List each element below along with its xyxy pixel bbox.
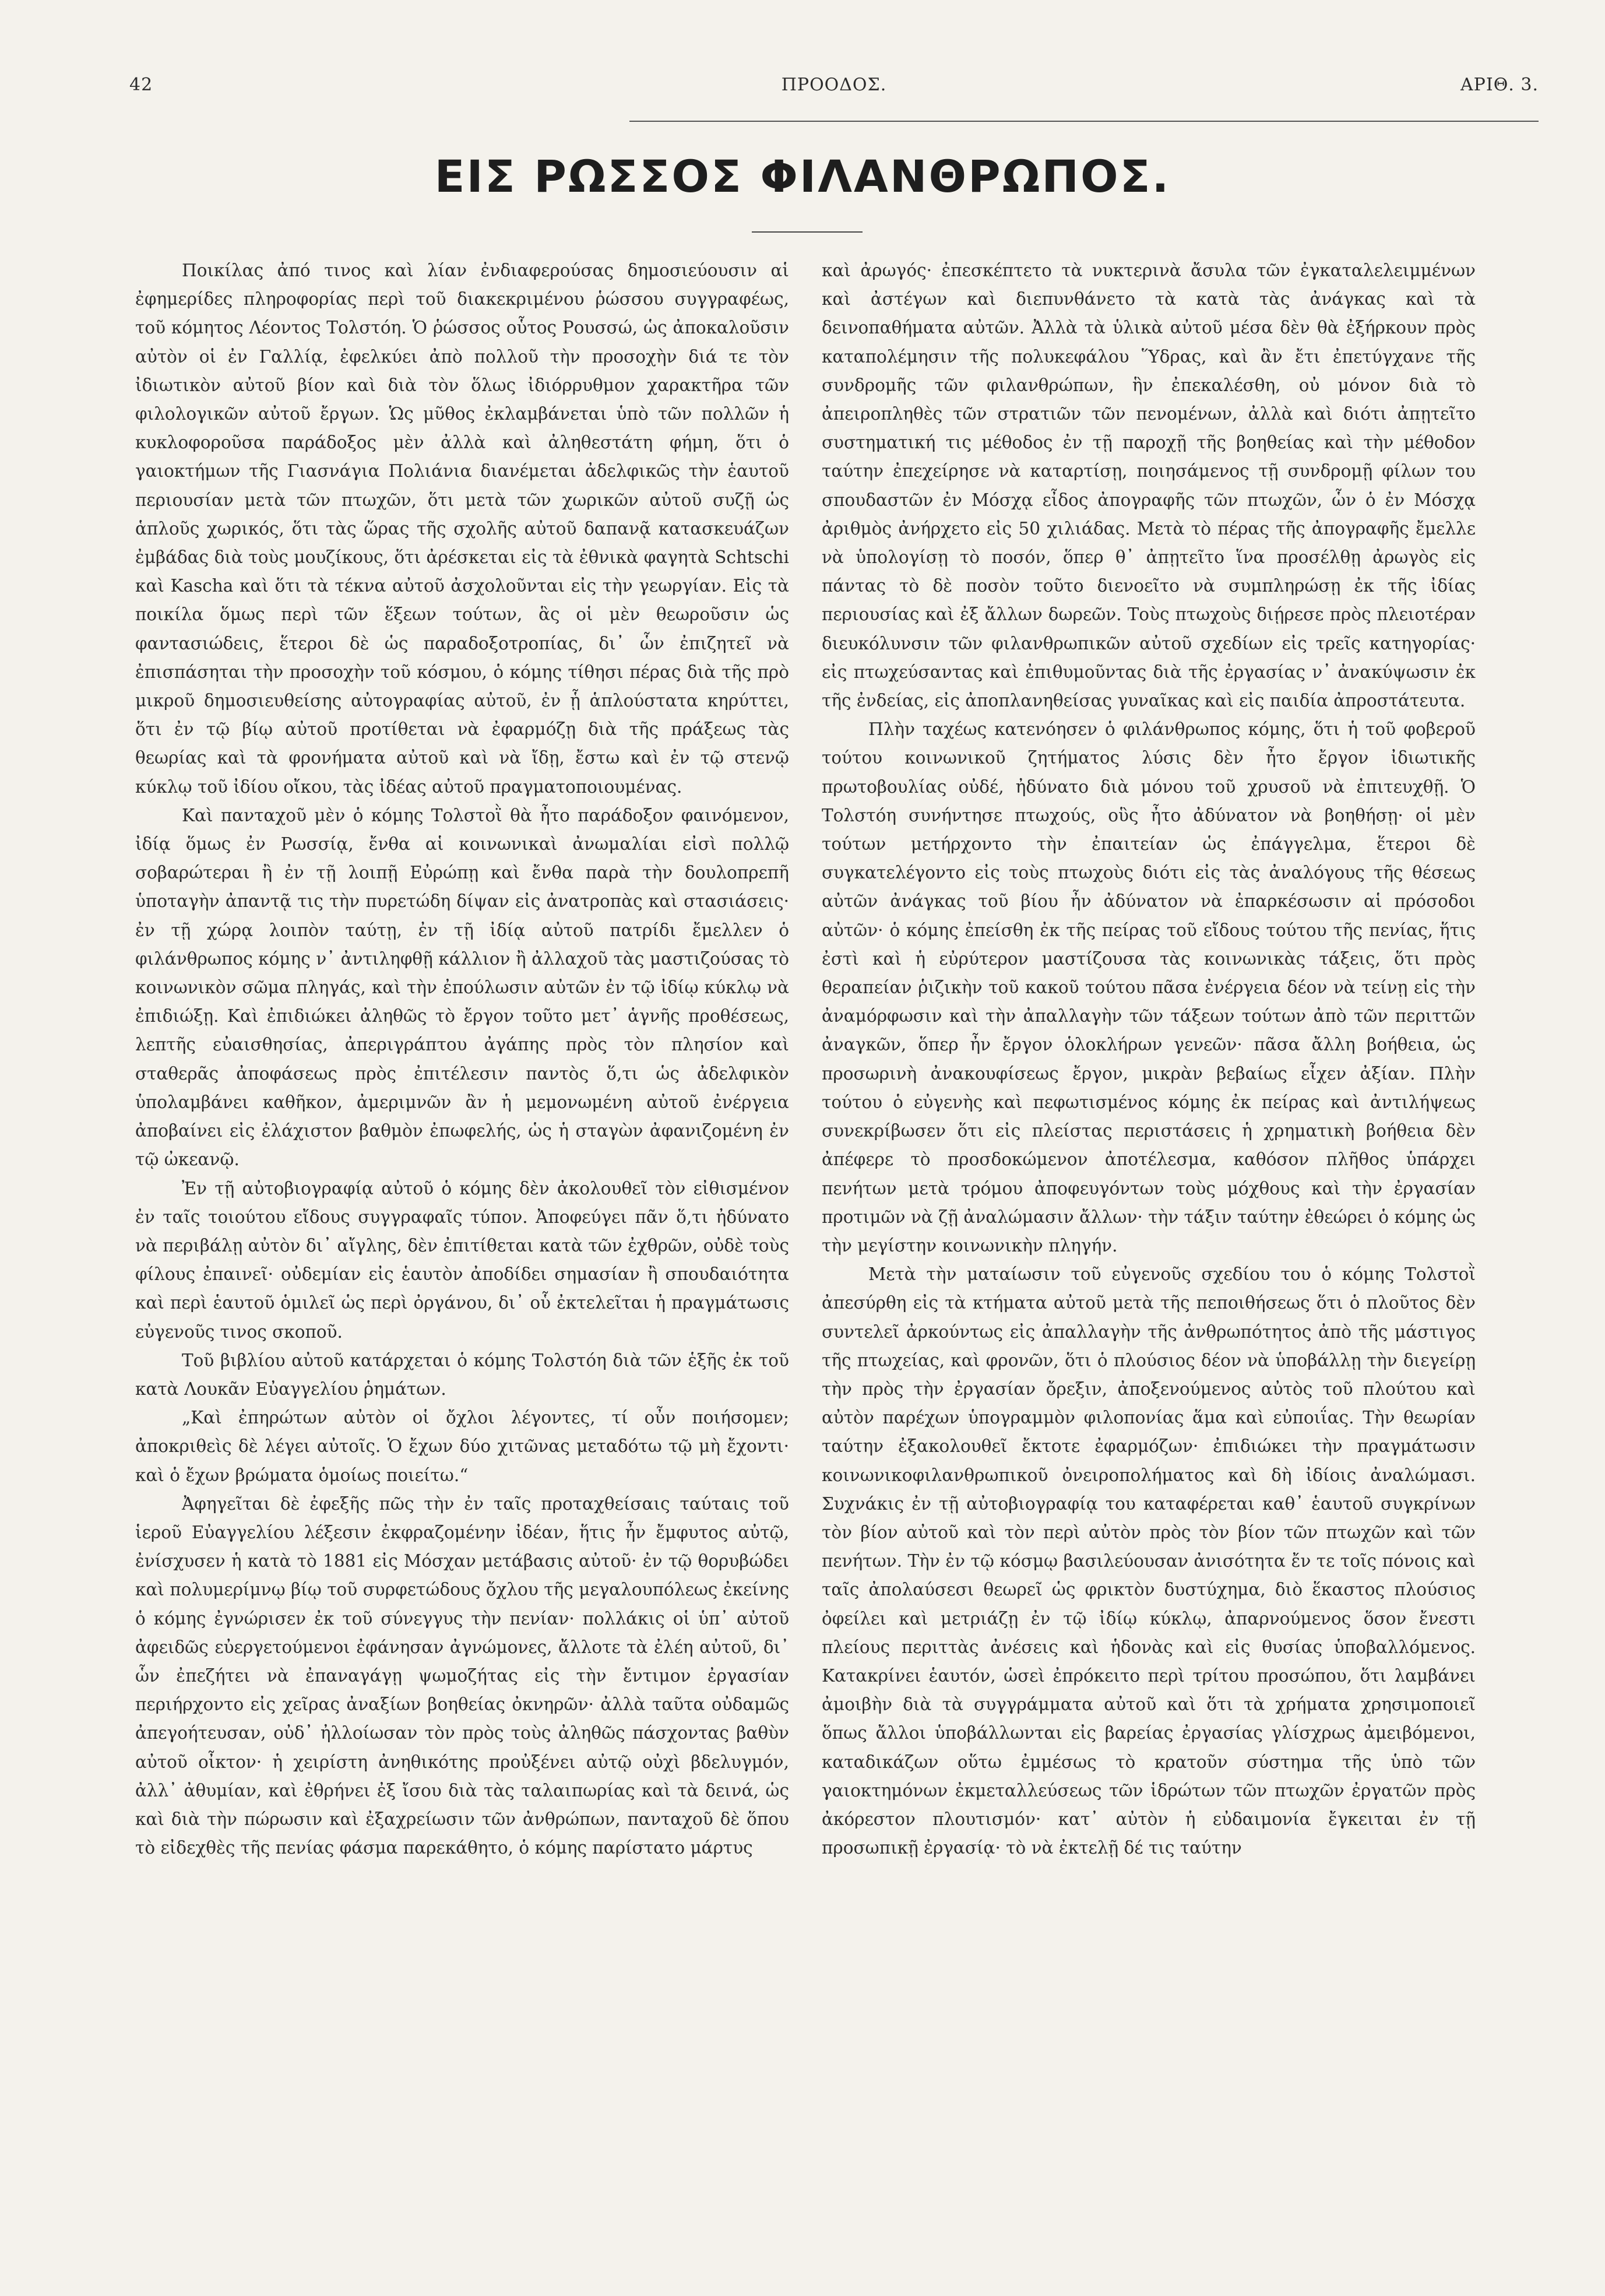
paragraph: Ἀφηγεῖται δὲ ἐφεξῆς πῶς τὴν ἐν ταῖς προταχθείσαις ταύταις τοῦ ἱεροῦ Εὐαγγελίου λέξεσιν ἐκφραζομένην ἰδέαν, ἥτις ἦν ἔμφυτος αὐτῷ, ἐνίσχυσεν ἡ κατὰ τὸ 1881 εἰς Μόσχαν μετάβασις αὐτοῦ· ἐν τῷ θορυβώδει καὶ πολυμερίμνῳ βίῳ τοῦ συρφετώδους ὄχλου τῆς μεγαλουπόλεως ἐκείνης ὁ κόμης ἐγνώρισεν ἐκ τοῦ σύνεγγυς τὴν πενίαν· πολλάκις οἱ ὑπ᾽ αὐτοῦ ἀφειδῶς εὐεργετούμενοι ἐφάνησαν ἀγνώμονες, ἄλλοτε τὰ ἐλέη αὐτοῦ, δι᾽ ὧν ἐπεζήτει νὰ ἐπαναγάγῃ ψωμοζήτας εἰς τὴν ἔντιμον ἐργασίαν περιήρχοντο εἰς χεῖρας ἀναξίων βοηθείας ὀκνηρῶν· ἀλλὰ ταῦτα οὐδαμῶς ἀπεγοήτευσαν, οὐδ᾽ ἠλλοίωσαν τὸν πρὸς τοὺς ἀληθῶς πάσχοντας βαθὺν αὐτοῦ οἶκτον· ἡ χειρίστη ἀνηθικότης προὐξένει αὐτῷ οὐχὶ βδελυγμόν, ἀλλ᾽ ἀθυμίαν, καὶ ἐθρήνει ἐξ ἴσου διὰ τὰς ταλαιπωρίας καὶ τὰ δεινά, ὡς καὶ διὰ τὴν πώρωσιν καὶ ἐξαχρείωσιν τῶν ἀνθρώπων, πανταχοῦ δὲ ὅπου τὸ εἰδεχθὲς τῆς πενίας φάσμα παρεκάθητο, ὁ κόμης παρίστατο μάρτυς: [135, 1493, 789, 1858]
paragraph: Μετὰ τὴν ματαίωσιν τοῦ εὐγενοῦς σχεδίου του ὁ κόμης Τολστοῒ ἀπεσύρθη εἰς τὰ κτήματα αὐτοῦ μετὰ τῆς πεποιθήσεως ὅτι ὁ πλοῦτος δὲν συντελεῖ ἀρκούντως εἰς ἀπαλλαγὴν τῆς ἀνθρωπότητος ἀπὸ τῆς μάστιγος τῆς πτωχείας, καὶ φρονῶν, ὅτι ὁ πλούσιος δέον νὰ ὑποβάλλῃ τὴν διεγείρῃ τὴν πρὸς τὴν ἐργασίαν ὄρεξιν, ἀποξενούμενος αὐτὸς τοῦ πλούτου καὶ αὐτὸν παρέχων ὑπογραμμὸν φιλοπονίας ἅμα καὶ εὐποιΐας. Τὴν θεωρίαν ταύτην ἐξακολουθεῖ ἔκτοτε ἐφαρμόζων· ἐπιδιώκει τὴν πραγμάτωσιν κοινωνικοφιλανθρωπικοῦ ὀνειροπολήματος καὶ δὴ ἰδίοις ἀναλώμασι. Συχνάκις ἐν τῇ αὐτοβιογραφίᾳ του καταφέρεται καθ᾽ ἑαυτοῦ συγκρίνων τὸν βίον αὐτοῦ καὶ τὸν περὶ αὐτὸν πρὸς τὸν βίον τῶν πτωχῶν καὶ τῶν πενήτων. Τὴν ἐν τῷ κόσμῳ βασιλεύουσαν ἀνισότητα ἔν τε τοῖς πόνοις καὶ ταῖς ἀπολαύσεσι θεωρεῖ ὡς φρικτὸν δυστύχημα, διὸ ἕκαστος πλούσιος ὀφείλει καὶ μετριάζῃ ἐν τῷ ἰδίῳ κύκλῳ, ἀπαρνούμενος ὅσον ἔνεστι πλείους περιττὰς ἀνέσεις καὶ ἡδονὰς καὶ εἰς θυσίας ὑποβαλλόμενος. Κατακρίνει ἑαυτόν, ὡσεὶ ἐπρόκειτο περὶ τρίτου προσώπου, ὅτι λαμβάνει ἀμοιβὴν διὰ τὰ συγγράμματα αὐτοῦ καὶ ὅτι τὰ χρήματα χρησιμοποιεῖ ὅπως ἄλλοι ὑποβάλλωνται εἰς βαρείας ἐργασίας γλίσχρως ἀμειβόμενοι, καταδικάζων οὕτω ἐμμέσως τὸ κρατοῦν σύστημα τῆς ὑπὸ τῶν γαιοκτημόνων ἐκμεταλλεύσεως τῶν ἱδρώτων τῶν πτωχῶν ἐργατῶν πρὸς ἀκόρεστον πλουτισμόν· κατ᾽ αὐτὸν ἡ εὐδαιμονία ἔγκειται ἐν τῇ προσωπικῇ ἐργασίᾳ· τὸ νὰ ἐκτελῇ δέ τις ταύτην: [822, 1264, 1476, 1858]
paragraph: Καὶ πανταχοῦ μὲν ὁ κόμης Τολστοῒ θὰ ἦτο παράδοξον φαινόμενον, ἰδίᾳ ὅμως ἐν Ρωσσίᾳ, ἔνθα αἱ κοινωνικαὶ ἀνωμαλίαι εἰσὶ πολλῷ σοβαρώτεραι ἢ ἐν τῇ λοιπῇ Εὐρώπῃ καὶ ἔνθα παρὰ τὴν δουλοπρεπῆ ὑποταγὴν ἀπαντᾷ τις τὴν πυρετώδη δίψαν εἰς ἀνατροπὰς καὶ στασιάσεις· ἐν τῇ χώρᾳ λοιπὸν ταύτῃ, ἐν τῇ ἰδίᾳ αὐτοῦ πατρίδι ἔμελλεν ὁ φιλάνθρωπος κόμης ν᾽ ἀντιληφθῇ κάλλιον ἢ ἀλλαχοῦ τὰς μαστιζούσας τὸ κοινωνικὸν σῶμα πληγάς, καὶ τὴν ἐπούλωσιν αὐτῶν ἐν τῷ ἰδίῳ κύκλῳ νὰ ἐπιδιώξῃ. Καὶ ἐπιδιώκει ἀληθῶς τὸ ἔργον τοῦτο μετ᾽ ἁγνῆς προθέσεως, λεπτῆς εὐαισθησίας, ἀπεριγράπτου ἀγάπης πρὸς τὸν πλησίον καὶ σταθερᾶς ἀποφάσεως πρὸς ἐπιτέλεσιν παντὸς ὅ,τι ὡς ἀδελφικὸν ὑπολαμβάνει καθῆκον, ἀμεριμνῶν ἂν ἡ μεμονωμένη αὐτοῦ ἐνέργεια ἀποβαίνει εἰς ἐλάχιστον βαθμὸν ἐπωφελής, ὡς ἡ σταγὼν ἀφανιζομένη ἐν τῷ ὠκεανῷ.: [135, 805, 789, 1170]
running-head: [129, 75, 1539, 110]
paragraph: Τοῦ βιβλίου αὐτοῦ κατάρχεται ὁ κόμης Τολστόη διὰ τῶν ἑξῆς ἐκ τοῦ κατὰ Λουκᾶν Εὐαγγελίου ῥημάτων.: [135, 1350, 789, 1399]
header-rule: [629, 121, 1539, 122]
left-column: [135, 256, 789, 2122]
journal-title: ΠΡΟΟΔΟΣ.: [781, 75, 887, 95]
paragraph: Πλὴν ταχέως κατενόησεν ὁ φιλάνθρωπος κόμης, ὅτι ἡ τοῦ φοβεροῦ τούτου κοινωνικοῦ ζητήματος λύσις δὲν ἦτο ἔργον ἰδιωτικῆς πρωτοβουλίας οὐδέ, ἠδύνατο διὰ μόνου τοῦ χρυσοῦ νὰ ἐπιτευχθῇ. Ὁ Τολστόη συνήντησε πτωχούς, οὓς ἦτο ἀδύνατον νὰ βοηθήσῃ· οἱ μὲν τούτων μετήρχοντο τὴν ἐπαιτείαν ὡς ἐπάγγελμα, ἕτεροι δὲ συγκατελέγοντο εἰς τοὺς πτωχοὺς διότι εἰς τὰς ἀναλόγους τῆς θέσεως αὐτῶν ἀνάγκας τοῦ βίου ἦν ἀδύνατον νὰ ἐπαρκέσωσιν αἱ πρόσοδοι αὐτῶν· ὁ κόμης ἐπείσθη ἐκ τῆς πείρας τοῦ εἴδους τούτου τῆς πενίας, ἥτις ἐστὶ καὶ ἡ εὐρύτερον μαστίζουσα τὰς κοινωνικὰς τάξεις, ὅτι πρὸς θεραπείαν ῥιζικὴν τοῦ κακοῦ τούτου πᾶσα ἐνέργεια δέον νὰ τείνῃ εἰς τὴν ἀναμόρφωσιν καὶ τὴν ἀπαλλαγὴν τῶν τάξεων τούτων ἀπὸ τῶν περιττῶν ἀναγκῶν, ὅπερ ἦν ἔργον ὁλοκλήρων γενεῶν· πᾶσα ἄλλη βοήθεια, ὡς προσωρινὴ ἀνακουφίσεως ἔργον, μικρὰν βεβαίως εἶχεν ἀξίαν. Πλὴν τούτου ὁ εὐγενὴς καὶ πεφωτισμένος κόμης ἐκ πείρας καὶ ἀντιλήψεως συνεκρίβωσεν ὅτι εἰς πλείστας περιστάσεις ἡ χρηματικὴ βοήθεια δὲν ἀπέφερε τὸ προσδοκώμενον ἀποτέλεσμα, καθόσον πλῆθος ὑπάρχει πενήτων μετὰ τρόμου ἀποφευγόντων τοὺς μόχθους καὶ τὴν ἐργασίαν προτιμῶν νὰ ζῇ ἀναλώμασιν ἄλλων· τὴν τάξιν ταύτην ἐθεώρει ὁ κόμης ὡς τὴν μεγίστην κοινωνικὴν πληγήν.: [822, 719, 1476, 1256]
paragraph: καὶ ἀρωγός· ἐπεσκέπτετο τὰ νυκτερινὰ ἄσυλα τῶν ἐγκαταλελειμμένων καὶ ἀστέγων καὶ διεπυνθάνετο τὰ κατὰ τὰς ἀνάγκας καὶ τὰ δεινοπαθήματα αὐτῶν. Ἀλλὰ τὰ ὑλικὰ αὐτοῦ μέσα δὲν θὰ ἐξήρκουν πρὸς καταπολέμησιν τῆς πολυκεφάλου Ὕδρας, καὶ ἂν ἔτι ἐπετύγχανε τῆς συνδρομῆς τῶν φιλανθρώπων, ἣν ἐπεκαλέσθη, οὐ μόνον διὰ τὸ ἀπειροπληθὲς τῶν στρατιῶν τῶν πενομένων, ἀλλὰ καὶ διότι ἀπῃτεῖτο συστηματική τις μέθοδος ἐν τῇ παροχῇ τῆς βοηθείας καὶ τὴν μέθοδον ταύτην ἐπεχείρησε νὰ καταρτίσῃ, ποιησάμενος τῇ συνδρομῇ φίλων του σπουδαστῶν ἐν Μόσχᾳ εἶδος ἀπογραφῆς τῶν πτωχῶν, ὧν ὁ ἐν Μόσχᾳ ἀριθμὸς ἀνήρχετο εἰς 50 χιλιάδας. Μετὰ τὸ πέρας τῆς ἀπογραφῆς ἔμελλε νὰ ὑπολογίσῃ τὸ ποσόν, ὅπερ θ᾽ ἀπῃτεῖτο ἵνα προσέλθῃ ἀρωγὸς εἰς πάντας τὸ δὲ ποσὸν τοῦτο διενοεῖτο νὰ συμπληρώσῃ ἐκ τῆς ἰδίας περιουσίας καὶ ἐξ ἄλλων δωρεῶν. Τοὺς πτωχοὺς διῄρεσε πρὸς πλειοτέραν διευκόλυνσιν τῶν φιλανθρωπικῶν αὐτοῦ σχεδίων εἰς τρεῖς κατηγορίας· εἰς πτωχεύσαντας καὶ ἐπιθυμοῦντας διὰ τῆς ἐργασίας ν᾽ ἀνακύψωσιν ἐκ τῆς ἐνδείας, εἰς ἀποπλανηθείσας γυναῖκας καὶ εἰς παιδία ἀπροστάτευτα.: [822, 261, 1476, 711]
title-divider: [752, 231, 863, 233]
article-title: ΕΙΣ ΡΩΣΣΟΣ ΦΙΛΑΝΘΡΩΠΟΣ.: [434, 150, 1171, 202]
page-number: 42: [129, 75, 153, 95]
issue-number: ΑΡΙΘ. 3.: [1460, 75, 1539, 95]
paragraph: Ἐν τῇ αὐτοβιογραφίᾳ αὐτοῦ ὁ κόμης δὲν ἀκολουθεῖ τὸν εἰθισμένον ἐν ταῖς τοιούτου εἴδους συγγραφαῖς τύπον. Ἀποφεύγει πᾶν ὅ,τι ἠδύνατο νὰ περιβάλῃ αὐτὸν δι᾽ αἴγλης, δὲν ἐπιτίθεται κατὰ τῶν ἐχθρῶν, οὐδὲ τοὺς φίλους ἐπαινεῖ· οὐδεμίαν εἰς ἑαυτὸν ἀποδίδει σημασίαν ἢ σπουδαιότητα καὶ περὶ ἑαυτοῦ ὁμιλεῖ ὡς περὶ ὀργάνου, δι᾽ οὗ ἐκτελεῖται ἡ πραγμάτωσις εὐγενοῦς τινος σκοποῦ.: [135, 1178, 789, 1342]
paragraph: Ποικίλας ἀπό τινος καὶ λίαν ἐνδιαφερούσας δημοσιεύουσιν αἱ ἐφημερίδες πληροφορίας περὶ τοῦ διακεκριμένου ῥώσσου συγγραφέως, τοῦ κόμητος Λέοντος Τολστόη. Ὁ ῥώσσος οὗτος Ρουσσώ, ὡς ἀποκαλοῦσιν αὐτὸν οἱ ἐν Γαλλίᾳ, ἐφελκύει ἀπὸ πολλοῦ τὴν προσοχὴν διά τε τὸν ἰδιωτικὸν αὐτοῦ βίον καὶ διὰ τὸν ὅλως ἰδιόρρυθμον χαρακτῆρα τῶν φιλολογικῶν αὐτοῦ ἔργων. Ὡς μῦθος ἐκλαμβάνεται ὑπὸ τῶν πολλῶν ἡ κυκλοφοροῦσα παράδοξος μὲν ἀλλὰ καὶ ἀληθεστάτη φήμη, ὅτι ὁ γαιοκτήμων τῆς Γιασνάγια Πολιάνια διανέμεται ἀδελφικῶς τὴν ἑαυτοῦ περιουσίαν μετὰ τῶν πτωχῶν, ὅτι μετὰ τῶν χωρικῶν αὐτοῦ συζῇ ὡς ἁπλοῦς χωρικός, ὅτι τὰς ὥρας τῆς σχολῆς αὐτοῦ δαπανᾷ κατασκευάζων ἐμβάδας διὰ τοὺς μουζίκους, ὅτι ἀρέσκεται εἰς τὰ ἐθνικὰ φαγητὰ Schtschi καὶ Kascha καὶ ὅτι τὰ τέκνα αὐτοῦ ἀσχολοῦνται εἰς τὴν γεωργίαν. Εἰς τὰ ποικίλα ὅμως περὶ τῶν ἕξεων τούτων, ἃς οἱ μὲν θεωροῦσιν ὡς φαντασιώδεις, ἕτεροι δὲ ὡς παραδοξοτροπίας, δι᾽ ὧν ἐπιζητεῖ νὰ ἐπισπάσηται τὴν προσοχὴν τοῦ κόσμου, ὁ κόμης τίθησι πέρας διὰ τῆς πρὸ μικροῦ δημοσιευθείσης αὐτογραφίας αὐτοῦ, ἐν ᾗ ἁπλούστατα κηρύττει, ὅτι ἐν τῷ βίῳ αὐτοῦ προτίθεται νὰ ἐφαρμόζῃ διὰ τῆς πράξεως τὰς θεωρίας καὶ τὰ φρονήματα αὐτοῦ καὶ νὰ ἴδῃ, ἔστω καὶ ἐν τῷ στενῷ κύκλῳ τοῦ ἰδίου οἴκου, τὰς ἰδέας αὐτοῦ πραγματοποιουμένας.: [135, 261, 789, 797]
quote-paragraph: „Καὶ ἐπηρώτων αὐτὸν οἱ ὄχλοι λέγοντες, τί οὖν ποιήσομεν; ἀποκριθεὶς δὲ λέγει αὐτοῖς. Ὁ ἔχων δύο χιτῶνας μεταδότω τῷ μὴ ἔχοντι· καὶ ὁ ἔχων βρώματα ὁμοίως ποιείτω.“: [135, 1408, 789, 1485]
right-column: [822, 256, 1476, 2122]
